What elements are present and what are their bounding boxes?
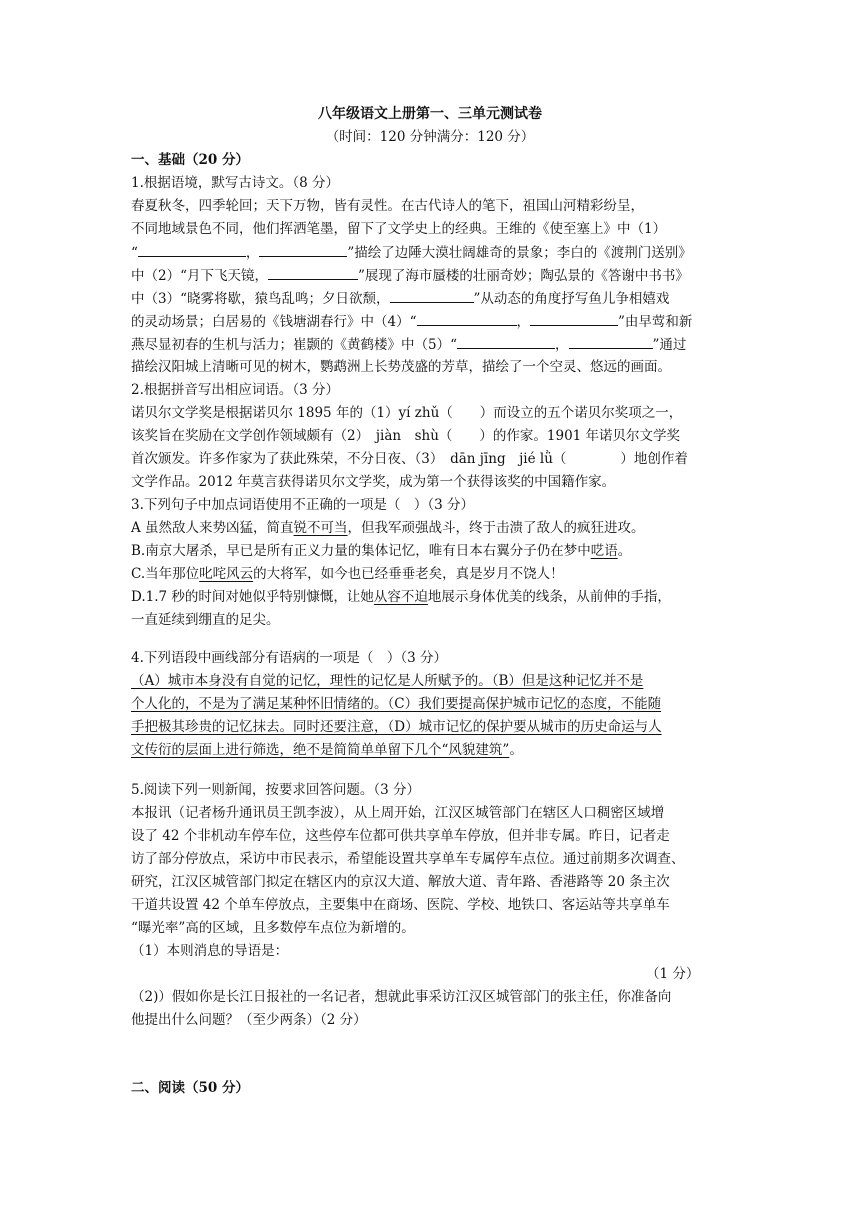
q5-news-line-5: 干道共设置 42 个单车停放点，主要集中在商场、医院、学校、地铁口、客运站等共享单车 (131, 897, 670, 913)
q2-line-4: 文学作品。2012 年莫言获得诺贝尔文学奖，成为第一个获得该奖的中国籍作家。 (131, 474, 616, 490)
q1-line-5 (131, 288, 669, 309)
q3-a-keyword: 锐不可当 (293, 520, 348, 536)
q3-option-d (131, 587, 671, 607)
q1-heading: 1.根据语境，默写古诗文。（8 分） (131, 175, 340, 191)
q2-heading: 2.根据拼音写出相应词语。（3 分） (131, 382, 340, 398)
q3-option-a (131, 518, 645, 538)
q1-line-6 (131, 311, 692, 332)
q5-news-line-1: 本报讯（记者杨升通讯员王凯李波），从上周开始，江汉区城管部门在辖区人口稠密区域增 (131, 805, 665, 821)
answer-blank-1a[interactable] (138, 242, 246, 257)
q5-news-line-3: 访了部分停放点，采访中市民表示，希望能设置共享单车专属停车点位。通过前期多次调查、 (131, 851, 685, 867)
q3-c-keyword: 叱咤风云 (199, 566, 254, 582)
q5-heading: 5.阅读下列一则新闻，按要求回答问题。（3 分） (131, 782, 421, 798)
q3-c-rest: 的大将军，如今也已经垂垂老矣，真是岁月不饶人！ (253, 566, 564, 582)
q3-option-c (131, 564, 564, 584)
q5-prompt-1-score: （1 分） (646, 966, 700, 982)
q1-line-3-text: ”描绘了边陲大漠壮阔雄奇的景象；李白的《渡荆门送别》 (347, 245, 692, 261)
q1-line-4-text: 中（2）“月下飞天镜， (131, 268, 268, 284)
q3-d-rest: 地展示身体优美的线条，从前伸的手指， (427, 589, 671, 605)
q4-line-2: 个人化的，不是为了满足某种怀旧情绪的。（C）我们要提高保护城市记忆的态度，不能随 (131, 696, 662, 712)
q1-comma-2: ， (516, 314, 530, 330)
q3-b-keyword: 呓语 (590, 543, 618, 559)
q4-heading: 4.下列语段中画线部分有语病的一项是（ ）（3 分） (131, 650, 448, 666)
q3-c-text: C.当年那位 (131, 566, 200, 582)
q3-b-rest: 。 (617, 543, 632, 559)
q2-line-3: 首次颁发。许多作家为了获此殊荣，不分日夜、（3） dān jīng jié lǜ（ ）地创作着 (131, 451, 688, 467)
q1-line-3 (131, 242, 692, 263)
q1-line-6-text: 的灵动场景；白居易的《钱塘湖春行》中（4）“ (131, 314, 417, 330)
q1-line-7 (131, 334, 686, 355)
answer-blank-4a[interactable] (417, 311, 517, 326)
q3-heading: 3.下列句子中加点词语使用不正确的一项是（ ）（3 分） (131, 497, 475, 513)
q2-line-1: 诺贝尔文学奖是根据诺贝尔 1895 年的（1）yí zhǔ（ ）而设立的五个诺贝尔奖项之一， (131, 405, 683, 421)
q3-d-text: D.1.7 秒的时间对她似乎特别慷慨，让她 (131, 589, 374, 605)
q3-option-b (131, 541, 631, 561)
q1-line-5-rest: ”从动态的角度抒写鱼儿争相嬉戏 (473, 291, 670, 307)
q1-comma: ， (245, 245, 260, 261)
q4-line-4 (131, 740, 523, 760)
q1-line-4-rest: ”展现了海市蜃楼的壮丽奇妙；陶弘景的《答谢中书书》 (358, 268, 689, 284)
answer-blank-1b[interactable] (259, 242, 347, 257)
q1-comma-3: ， (555, 337, 569, 353)
q5-prompt-2-cont: 他提出什么问题？（至少两条）（2 分） (131, 1012, 367, 1028)
section-1-heading: 一、基础（20 分） (131, 152, 249, 168)
answer-blank-4b[interactable] (530, 311, 618, 326)
q1-line-7-rest: ”通过 (652, 337, 687, 353)
q1-line-7-text: 燕尽显初春的生机与活力；崔颢的《黄鹤楼》中（5）“ (131, 337, 457, 353)
q1-line-4 (131, 265, 689, 286)
exam-subtitle: （时间：120 分钟满分：120 分） (325, 129, 535, 145)
q2-line-2: 该奖旨在奖励在文学创作领域颇有（2） jiàn shù（ ）的作家。1901 年诺贝尔文学奖 (131, 428, 681, 444)
q1-line-1: 春夏秋冬，四季轮回；天下万物，皆有灵性。在古代诗人的笔下，祖国山河精彩纷呈， (131, 198, 644, 214)
q1-line-2: 不同地域景色不同，他们挥洒笔墨，留下了文学史上的经典。王维的《使至塞上》中（1） (131, 221, 667, 237)
q3-a-text: A 虽然敌人来势凶猛，简直 (131, 520, 294, 536)
q3-b-text: B.南京大屠杀，早已是所有正义力量的集体记忆，唯有日本右翼分子仍在梦中 (131, 543, 591, 559)
q1-quote-open: “ (131, 245, 138, 261)
answer-blank-2[interactable] (268, 265, 358, 280)
q4-line-1: （A）城市本身没有自觉的记忆，理性的记忆是人所赋予的。（B）但是这种记忆并不是 (131, 673, 644, 689)
q1-line-8: 描绘汉阳城上清晰可见的树木，鹦鹉洲上长势茂盛的芳草，描绘了一个空灵、悠远的画面。 (131, 359, 671, 375)
exam-title: 八年级语文上册第一、三单元测试卷 (318, 106, 542, 122)
answer-blank-3[interactable] (390, 288, 474, 303)
q5-news-line-6: “曝光率”高的区域，且多数停车点位为新增的。 (131, 920, 415, 936)
section-2-heading: 二、阅读（50 分） (131, 1080, 249, 1096)
q4-line-4-text: 文传衍的层面上进行筛选，绝不是简简单单留下几个“风貌建筑” (131, 742, 510, 758)
q5-prompt-1: （1）本则消息的导语是： (131, 943, 289, 959)
q5-news-line-4: 研究，江汉区城管部门拟定在辖区内的京汉大道、解放大道、青年路、香港路等 20 条主次 (131, 874, 670, 890)
q1-line-6-rest: ”由早莺和新 (618, 314, 693, 330)
q1-line-5-text: 中（3）“晓雾将歇，猿鸟乱鸣；夕日欲颓， (131, 291, 390, 307)
q3-option-d-cont: 一直延续到绷直的足尖。 (131, 612, 280, 628)
q4-line-3: 手把极其珍贵的记忆抹去。同时还要注意，（D）城市记忆的保护要从城市的历史命运与人 (131, 719, 662, 735)
q5-news-line-2: 设了 42 个非机动车停车位，这些停车位都可供共享单车停放，但并非专属。昨日，记者走 (131, 828, 670, 844)
answer-blank-5a[interactable] (457, 334, 555, 349)
q3-a-rest: ，但我军顽强战斗，终于击溃了敌人的疯狂进攻。 (347, 520, 645, 536)
q5-prompt-2: （2)）假如你是长江日报社的一名记者，想就此事采访江汉区城管部门的张主任，你准备向 (131, 989, 672, 1005)
answer-blank-5b[interactable] (569, 334, 653, 349)
q3-d-keyword: 从容不迫 (373, 589, 428, 605)
q4-line-4-end: 。 (509, 742, 523, 758)
